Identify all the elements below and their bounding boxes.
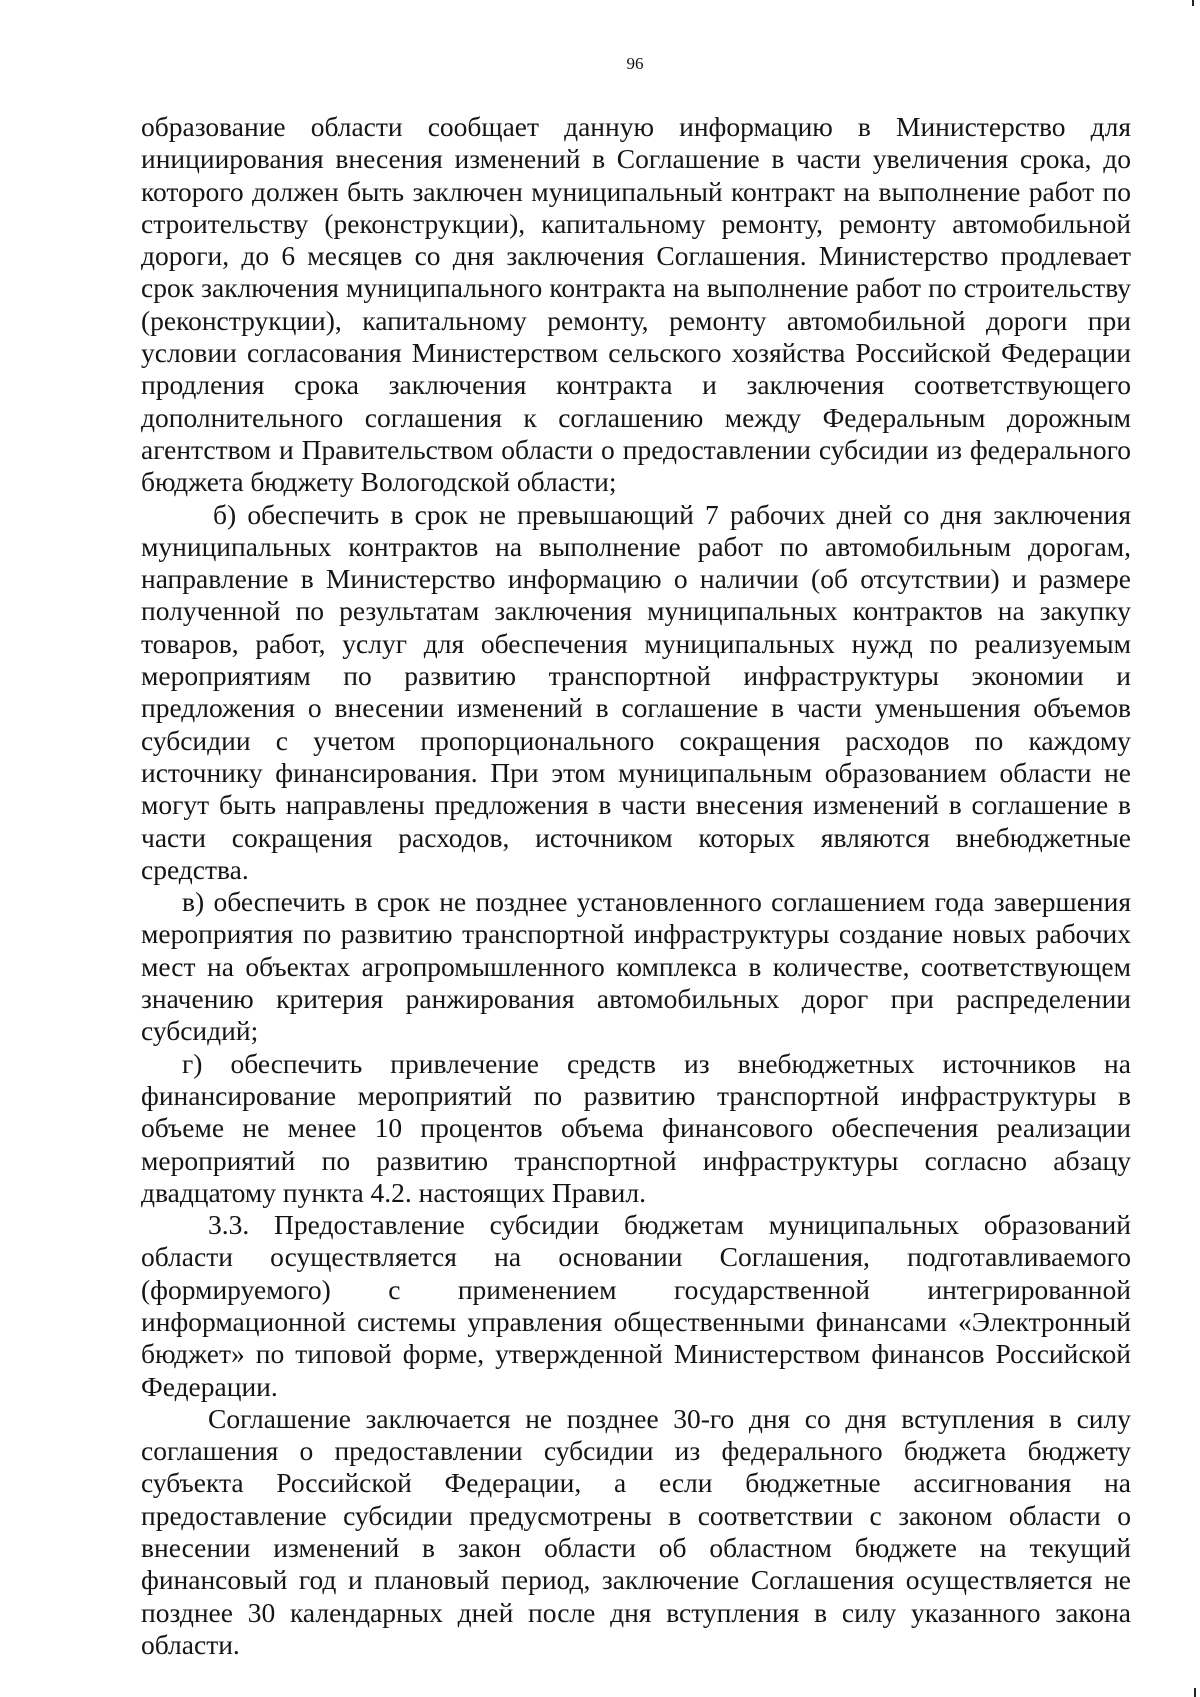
scan-mark-bottom-right — [1194, 1688, 1196, 1697]
page-number: 96 — [626, 54, 644, 73]
paragraph-agreement-deadline: Соглашение заключается не позднее 30-го дня со дня вступления в силу соглашения о предоставлении субсидии из федерального бюджета бюджету субъекта Российской Федерации, а если бюджетные ассигнования на предоставление субсидии предусмотрены в соответствии с законом области о внесении изменений в закон области об областном бюджете на текущий финансовый год и плановый период, заключение Соглашения осуществляется не позднее 30 календарных дней после дня вступления в силу указанного закона области. — [141, 1402, 1131, 1660]
paragraph-item-g: г) обеспечить привлечение средств из внебюджетных источников на финансирование мероприятий по развитию транспортной инфраструктуры в объеме не менее 10 процентов объема финансового обеспечения реализации мероприятий по развитию транспортной инфраструктуры согласно абзацу двадцатому пункта 4.2. настоящих Правил. — [141, 1047, 1131, 1208]
paragraph-continuation: образование области сообщает данную информацию в Министерство для инициирования внесения изменений в Соглашение в части увеличения срока, до которого должен быть заключен муниципальный контракт на выполнение работ по строительству (реконструкции), капитальному ремонту, ремонту автомобильной дороги, до 6 месяцев со дня заключения Соглашения. Министерство продлевает срок заключения муниципального контракта на выполнение работ по строительству (реконструкции), капитальному ремонту, ремонту автомобильной дороги при условии согласования Министерством сельского хозяйства Российской Федерации продления срока заключения контракта и заключения соответствующего дополнительного соглашения к соглашению между Федеральным дорожным агентством и Правительством области о предоставлении субсидии из федерального бюджета бюджету Вологодской области; — [141, 111, 1131, 498]
document-body — [141, 111, 1131, 1661]
paragraph-clause-3-3: 3.3. Предоставление субсидии бюджетам муниципальных образований области осуществляется на основании Соглашения, подготавливаемого (формируемого) с применением государственной интегрированной информационной системы управления общественными финансами «Электронный бюджет» по типовой форме, утвержденной Министерством финансов Российской Федерации. — [141, 1209, 1131, 1402]
paragraph-item-b: б) обеспечить в срок не превышающий 7 рабочих дней со дня заключения муниципальных контрактов на выполнение работ по автомобильным дорогам, направление в Министерство информацию о наличии (об отсутствии) и размере полученной по результатам заключения муниципальных контрактов на закупку товаров, работ, услуг для обеспечения муниципальных нужд по реализуемым мероприятиям по развитию транспортной инфраструктуры экономии и предложения о внесении изменений в соглашение в части уменьшения объемов субсидии с учетом пропорционального сокращения расходов по каждому источнику финансирования. При этом муниципальным образованием области не могут быть направлены предложения в части внесения изменений в соглашение в части сокращения расходов, источником которых являются внебюджетные средства. — [141, 498, 1131, 885]
paragraph-item-v: в) обеспечить в срок не позднее установленного соглашением года завершения мероприятия по развитию транспортной инфраструктуры создание новых рабочих мест на объектах агропромышленного комплекса в количестве, соответствующем значению критерия ранжирования автомобильных дорог при распределении субсидий; — [141, 886, 1131, 1047]
scan-mark-top-right — [1192, 0, 1194, 6]
